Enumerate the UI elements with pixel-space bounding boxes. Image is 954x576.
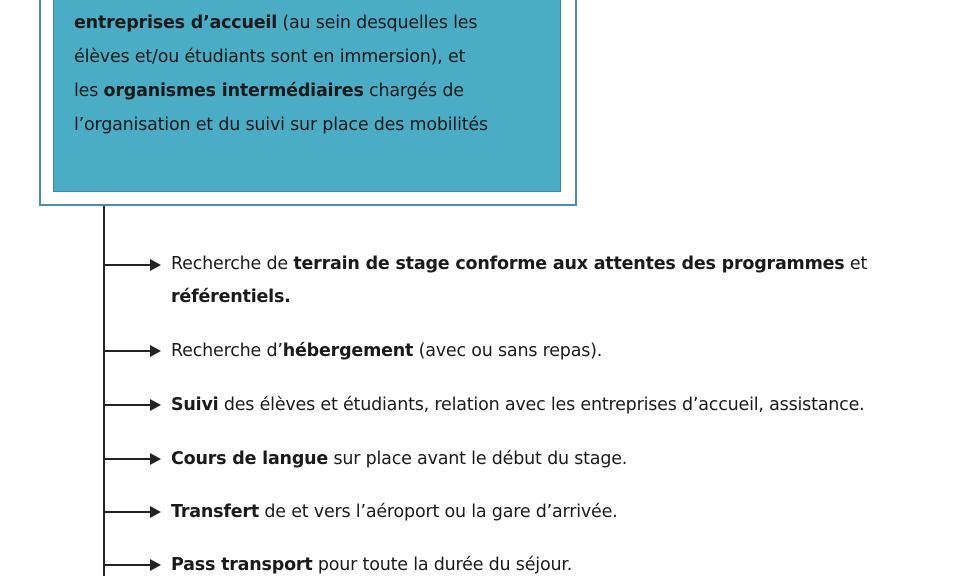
list-item-text xyxy=(171,389,865,422)
item-post: de et vers l’aéroport ou la gare d’arrivée. xyxy=(259,502,618,522)
item-post: des élèves et étudiants, relation avec les entreprises d’accueil, assistance. xyxy=(218,395,865,415)
item-post: et xyxy=(844,254,868,274)
item-bold: Transfert xyxy=(171,502,260,522)
item-bold: hébergement xyxy=(282,341,414,361)
list-item-text xyxy=(171,335,602,368)
list-item-text xyxy=(171,549,572,576)
info-box-line-3-pre: les xyxy=(74,81,104,101)
item-bold: Cours de langue xyxy=(171,449,329,469)
list-item-text xyxy=(171,443,627,476)
info-box-line-3 xyxy=(74,74,554,108)
arrow-icon xyxy=(104,399,164,411)
info-box-line-1 xyxy=(74,6,554,40)
arrow-icon xyxy=(104,345,164,357)
list-item-text xyxy=(171,496,618,529)
info-box-line-1-rest: (au sein desquelles les xyxy=(277,13,478,33)
list-item-text xyxy=(171,248,867,314)
item-post: (avec ou sans repas). xyxy=(413,341,603,361)
arrow-icon xyxy=(104,453,164,465)
info-box-line-2: élèves et/ou étudiants sont en immersion), et xyxy=(74,47,466,67)
info-box-text xyxy=(74,6,554,142)
arrow-icon xyxy=(104,559,164,571)
arrow-icon xyxy=(104,506,164,518)
item-post: sur place avant le début du stage. xyxy=(328,449,628,469)
item-post: pour toute la durée du séjour. xyxy=(312,555,573,575)
item-pre: Recherche d’ xyxy=(171,341,283,361)
info-box-line-4: l’organisation et du suivi sur place des mobilités xyxy=(74,115,488,135)
item-bold: Suivi xyxy=(171,395,219,415)
item-bold-line2: référentiels. xyxy=(171,287,291,307)
item-bold: terrain de stage conforme aux attentes des programmes xyxy=(293,254,845,274)
item-pre: Recherche de xyxy=(171,254,294,274)
organismes-intermediaires-label: organismes intermédiaires xyxy=(103,81,364,101)
info-box-line-3-rest: chargés de xyxy=(363,81,464,101)
item-bold: Pass transport xyxy=(171,555,313,575)
arrow-icon xyxy=(104,259,164,271)
entreprises-accueil-label: entreprises d’accueil xyxy=(74,13,277,33)
